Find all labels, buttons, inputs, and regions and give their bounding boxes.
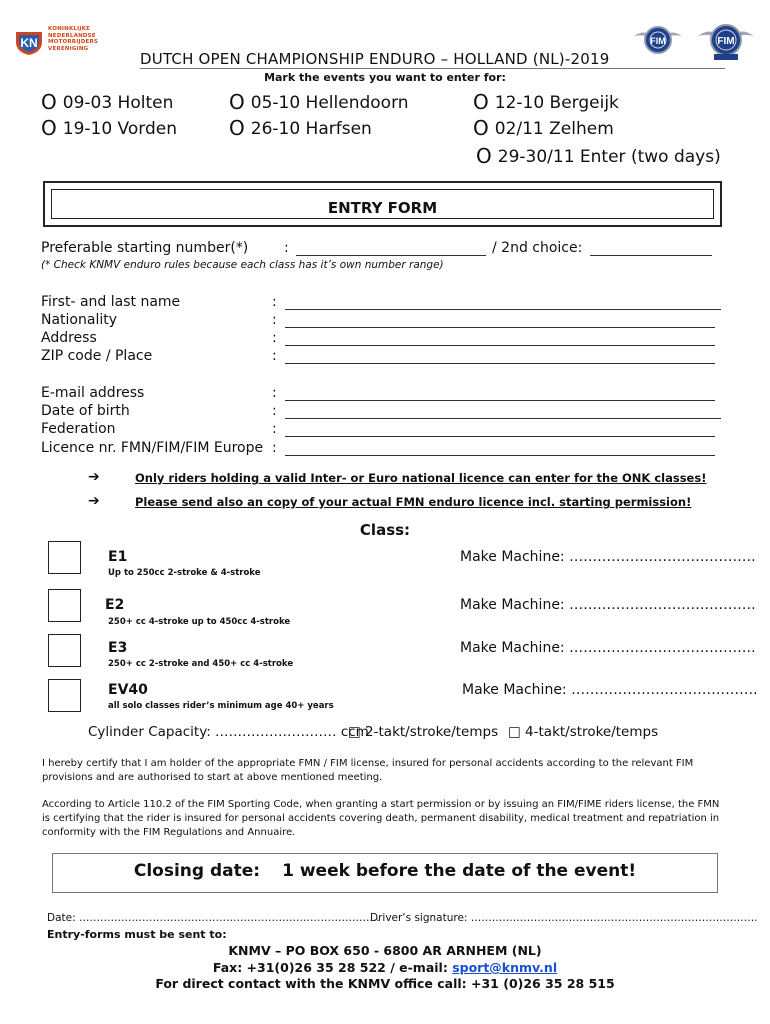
copy-licence-warning: Please send also an copy of your actual FMN enduro licence incl. starting permission!	[135, 495, 692, 509]
field-label-name: First- and last name	[41, 294, 181, 310]
cylinder-capacity-field[interactable]: Cylinder Capacity: ……………………… ccm	[88, 724, 369, 740]
class-checkbox-ev40[interactable]	[48, 679, 81, 712]
federation-input[interactable]	[285, 421, 715, 437]
starting-number-label: Preferable starting number(*)	[41, 240, 249, 256]
arrow-right-icon: ➔	[88, 469, 100, 485]
fim-logo-text: FIM	[650, 36, 666, 46]
class-checkbox-e2[interactable]	[48, 589, 81, 622]
make-machine-e1[interactable]: Make Machine: ………………………………….	[460, 549, 756, 565]
stroke-option-4takt[interactable]: □ 4-takt/stroke/temps	[508, 724, 659, 740]
logo-letters: KN	[20, 36, 38, 50]
field-label-address: Address	[41, 330, 97, 346]
fim-logo-text: FIM	[717, 36, 735, 47]
closing-date-value: 1 week before the date of the event!	[282, 861, 637, 881]
licence-warning: Only riders holding a valid Inter- or Euro national licence can enter for the ONK classes!	[135, 471, 707, 485]
org-line: VERENIGING	[48, 45, 89, 52]
entry-form-title: ENTRY FORM	[327, 199, 438, 217]
event-label: 26-10 Harfsen	[250, 119, 372, 139]
org-line: MOTORRIJDERS	[48, 39, 99, 46]
knmv-address: KNMV – PO BOX 650 - 6800 AR ARNHEM (NL)	[228, 943, 542, 958]
event-label: 19-10 Vorden	[62, 119, 177, 139]
field-label-licence: Licence nr. FMN/FIM/FIM Europe	[41, 440, 264, 456]
starting-number-note: (* Check KNMV enduro rules because each class has it’s own number range)	[41, 259, 444, 271]
event-radio-circle: O	[41, 90, 57, 114]
field-colon: :	[272, 403, 277, 419]
closing-date-label: Closing date:	[133, 861, 261, 881]
second-choice-input[interactable]	[590, 240, 712, 256]
field-label-federation: Federation	[41, 421, 116, 437]
date-field[interactable]: Date: …………………………………………………………………………..	[47, 912, 380, 924]
event-radio-circle: O	[41, 116, 57, 140]
field-label-dob: Date of birth	[41, 403, 130, 419]
event-radio-circle: O	[229, 116, 245, 140]
fax-email-prefix: Fax: +31(0)26 35 28 522 / e-mail:	[212, 960, 453, 975]
event-label: 09-03 Holten	[62, 93, 174, 113]
event-option-holten[interactable]	[41, 92, 173, 113]
field-colon: :	[272, 312, 277, 328]
class-desc-ev40: all solo classes rider’s minimum age 40+ years	[108, 701, 334, 711]
email-link[interactable]: sport@knmv.nl	[452, 960, 558, 975]
fim-europe-logo	[697, 20, 755, 64]
arrow-right-icon: ➔	[88, 493, 100, 509]
title-divider	[140, 68, 725, 69]
class-name-e1: E1	[108, 549, 128, 565]
class-desc-e2: 250+ cc 4-stroke up to 450cc 4-stroke	[108, 617, 291, 627]
send-instruction: Entry-forms must be sent to:	[47, 928, 227, 941]
dob-input[interactable]	[285, 403, 721, 419]
event-option-enter[interactable]	[476, 146, 721, 167]
make-machine-e3[interactable]: Make Machine: ………………………………….	[460, 640, 756, 656]
class-name-e3: E3	[108, 640, 128, 656]
make-machine-e2[interactable]: Make Machine: ………………………………….	[460, 597, 756, 613]
certification-text: I hereby certify that I am holder of the appropriate FMN / FIM license, insured for personal accidents according to the relevant FIM provisions and are authorised to start at above mentioned meeting.	[42, 758, 694, 783]
events-instruction: Mark the events you want to enter for:	[264, 71, 506, 84]
knmv-logo	[14, 24, 124, 60]
class-checkbox-e1[interactable]	[48, 541, 81, 574]
document-title: DUTCH OPEN CHAMPIONSHIP ENDURO – HOLLAND (NL)-2019	[140, 50, 610, 68]
knmv-org-name	[48, 26, 98, 52]
event-radio-circle: O	[473, 116, 489, 140]
event-option-zelhem[interactable]	[473, 118, 614, 139]
email-input[interactable]	[285, 385, 715, 401]
field-label-email: E-mail address	[41, 385, 145, 401]
event-option-harfsen[interactable]	[229, 118, 372, 139]
zip-place-input[interactable]	[285, 348, 715, 364]
field-colon: :	[272, 440, 277, 456]
starting-number-input[interactable]	[296, 240, 486, 256]
fim-logo-left	[632, 22, 684, 62]
field-colon: :	[284, 240, 289, 256]
event-label: 29-30/11 Enter (two days)	[497, 147, 721, 167]
class-name-ev40: EV40	[108, 682, 148, 698]
class-section-title: Class:	[359, 521, 411, 539]
knmv-logo-mark	[14, 26, 44, 56]
event-label: 02/11 Zelhem	[494, 119, 614, 139]
field-colon: :	[272, 385, 277, 401]
second-choice-label: / 2nd choice:	[492, 240, 583, 256]
nationality-input[interactable]	[285, 312, 715, 328]
class-desc-e1: Up to 250cc 2-stroke & 4-stroke	[108, 568, 261, 578]
stroke-option-2takt[interactable]: □ 2-takt/stroke/temps	[348, 724, 499, 740]
class-desc-e3: 250+ cc 2-stroke and 450+ cc 4-stroke	[108, 659, 294, 669]
field-label-zip: ZIP code / Place	[41, 348, 153, 364]
field-colon: :	[272, 294, 277, 310]
closing-date-box	[52, 853, 718, 893]
event-radio-circle: O	[229, 90, 245, 114]
fax-email-line	[0, 960, 770, 975]
name-input[interactable]	[285, 294, 721, 310]
field-label-nationality: Nationality	[41, 312, 118, 328]
event-option-bergeijk[interactable]	[473, 92, 619, 113]
fim-article-text: According to Article 110.2 of the FIM Sporting Code, when granting a start permission or by issuing an FIM/FIME riders license, the FMN is certifying that the rider is insured for personal accidents covering death, permanent disability, medical treatment and repatriation in conformity with the FIM Regulations and Annuaire.	[42, 799, 720, 838]
class-checkbox-e3[interactable]	[48, 634, 81, 667]
org-line: NEDERLANDSE	[48, 32, 96, 39]
event-option-hellendoorn[interactable]	[229, 92, 409, 113]
phone-line: For direct contact with the KNMV office call: +31 (0)26 35 28 515	[155, 976, 615, 991]
field-colon: :	[272, 421, 277, 437]
field-colon: :	[272, 330, 277, 346]
event-label: 12-10 Bergeijk	[494, 93, 619, 113]
signature-field[interactable]: Driver’s signature: ……………………………………………………………………….	[370, 912, 758, 924]
event-option-vorden[interactable]	[41, 118, 177, 139]
org-line: KONINKLIJKE	[48, 26, 91, 32]
entry-form-inner-border	[51, 189, 714, 219]
class-name-e2: E2	[105, 597, 125, 613]
closing-date-text	[53, 861, 717, 881]
field-colon: :	[272, 348, 277, 364]
make-machine-ev40[interactable]: Make Machine: ………………………………….	[462, 682, 758, 698]
event-label: 05-10 Hellendoorn	[250, 93, 409, 113]
event-radio-circle: O	[476, 144, 492, 168]
entry-form-banner	[43, 181, 722, 227]
address-input[interactable]	[285, 330, 715, 346]
licence-input[interactable]	[285, 440, 715, 456]
event-radio-circle: O	[473, 90, 489, 114]
